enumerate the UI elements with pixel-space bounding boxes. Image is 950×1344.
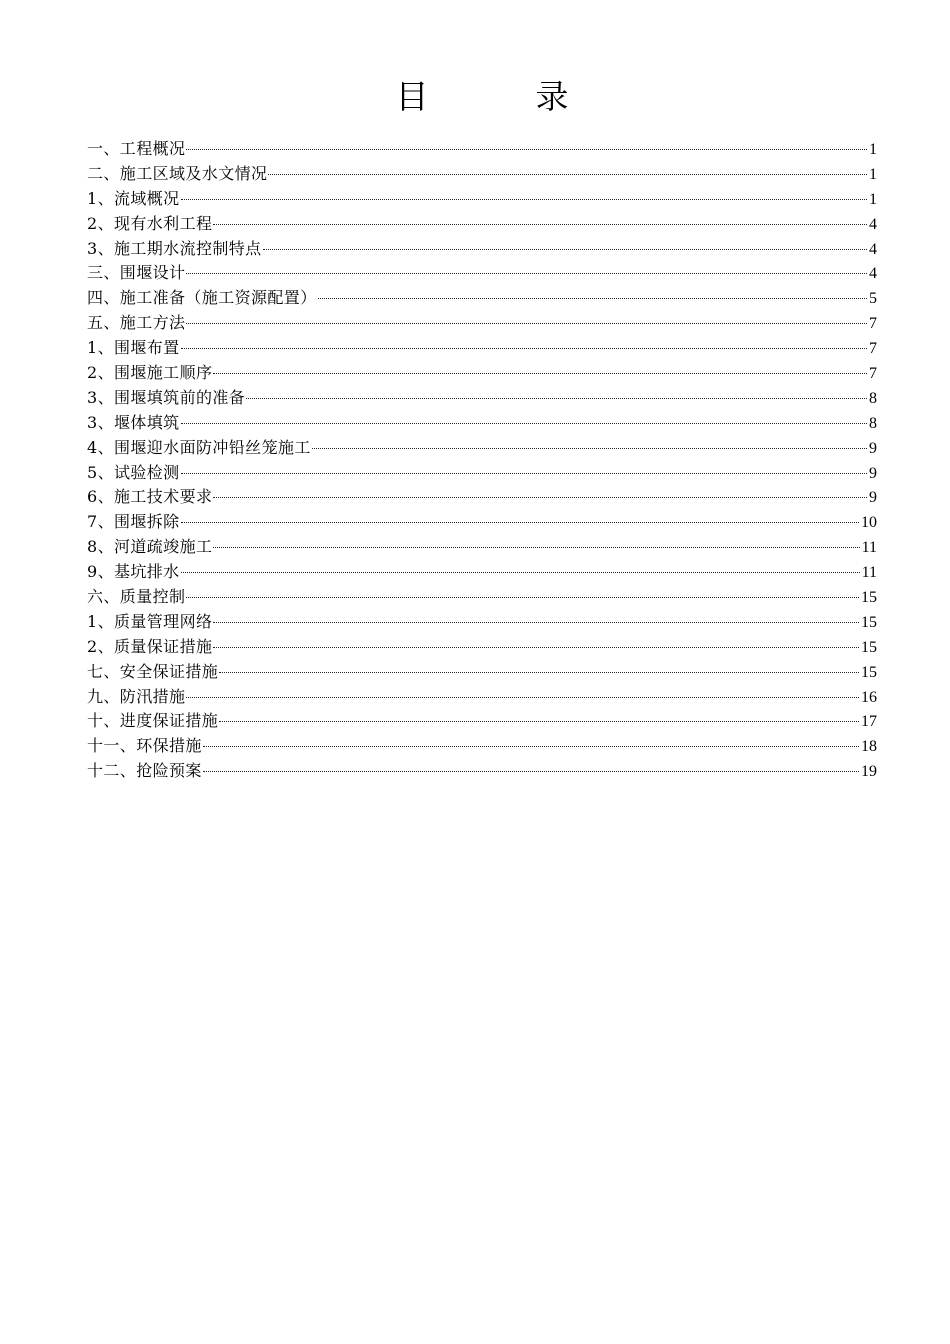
toc-entry-page: 16 [861, 688, 877, 706]
toc-entry-label: 2、围堰施工顺序 [87, 363, 213, 383]
toc-entry-page: 1 [869, 141, 877, 158]
toc-dot-leader [263, 249, 867, 250]
toc-entry-page: 9 [869, 464, 877, 482]
table-of-contents [87, 137, 877, 784]
toc-entry[interactable] [87, 709, 877, 734]
toc-dot-leader [213, 547, 859, 548]
toc-entry-label: 二、施工区域及水文情况 [87, 163, 268, 183]
toc-entry-page: 9 [869, 489, 877, 507]
toc-entry[interactable] [87, 411, 877, 436]
toc-dot-leader [203, 771, 859, 772]
toc-dot-leader [181, 572, 860, 573]
toc-entry[interactable] [87, 585, 877, 610]
toc-entry-label: 六、质量控制 [87, 587, 186, 607]
toc-dot-leader [219, 672, 859, 673]
toc-entry[interactable] [87, 660, 877, 685]
toc-dot-leader [312, 448, 867, 449]
toc-entry-label: 五、施工方法 [87, 313, 186, 333]
toc-entry[interactable] [87, 610, 877, 635]
toc-dot-leader [181, 423, 867, 424]
toc-dot-leader [181, 348, 867, 349]
toc-entry-page: 4 [869, 265, 877, 283]
toc-entry[interactable] [87, 510, 877, 535]
toc-entry-page: 1 [869, 165, 877, 183]
toc-entry-page: 4 [869, 215, 877, 233]
toc-entry[interactable] [87, 461, 877, 486]
toc-entry-label: 8、河道疏竣施工 [87, 537, 213, 557]
toc-entry-page: 18 [861, 738, 877, 756]
toc-dot-leader [213, 497, 867, 498]
toc-dot-leader [186, 273, 867, 274]
toc-entry-label: 十二、抢险预案 [87, 761, 202, 781]
toc-entry-label: 七、安全保证措施 [87, 661, 219, 681]
toc-dot-leader [219, 721, 859, 722]
toc-entry-label: 3、围堰填筑前的准备 [87, 387, 246, 407]
toc-entry-page: 11 [861, 564, 877, 582]
toc-entry-label: 三、围堰设计 [87, 263, 186, 283]
toc-dot-leader [318, 298, 867, 299]
toc-dot-leader [186, 597, 859, 598]
toc-entry[interactable] [87, 685, 877, 710]
toc-dot-leader [213, 647, 859, 648]
toc-dot-leader [246, 398, 867, 399]
toc-entry-page: 1 [869, 190, 877, 208]
toc-entry[interactable] [87, 137, 877, 162]
toc-entry-label: 十、进度保证措施 [87, 711, 219, 731]
toc-entry-label: 4、围堰迎水面防冲铅丝笼施工 [87, 437, 311, 457]
toc-entry-page: 19 [861, 763, 877, 781]
toc-entry-label: 十一、环保措施 [87, 736, 202, 756]
toc-entry[interactable] [87, 237, 877, 262]
toc-dot-leader [181, 522, 859, 523]
toc-dot-leader [213, 373, 867, 374]
toc-entry[interactable] [87, 436, 877, 461]
toc-dot-leader [203, 746, 859, 747]
toc-entry-page: 8 [869, 389, 877, 407]
toc-entry[interactable] [87, 759, 877, 784]
toc-entry-page: 5 [869, 290, 877, 308]
toc-entry[interactable] [87, 187, 877, 212]
toc-entry-page: 15 [861, 663, 877, 681]
toc-dot-leader [186, 697, 859, 698]
toc-entry-label: 6、施工技术要求 [87, 487, 213, 507]
toc-entry-page: 9 [869, 439, 877, 457]
toc-entry-label: 7、围堰拆除 [87, 512, 180, 532]
toc-entry-page: 11 [861, 539, 877, 557]
toc-entry[interactable] [87, 386, 877, 411]
toc-entry-label: 1、围堰布置 [87, 338, 180, 358]
toc-entry-page: 15 [861, 613, 877, 631]
toc-dot-leader [181, 199, 867, 200]
toc-entry[interactable] [87, 336, 877, 361]
toc-entry-page: 4 [869, 240, 877, 258]
toc-entry-label: 2、现有水利工程 [87, 213, 213, 233]
toc-dot-leader [181, 473, 867, 474]
toc-entry-page: 7 [869, 315, 877, 333]
toc-dot-leader [213, 224, 867, 225]
toc-entry[interactable] [87, 361, 877, 386]
toc-entry-label: 1、质量管理网络 [87, 611, 213, 631]
toc-entry[interactable] [87, 635, 877, 660]
toc-dot-leader [186, 149, 867, 150]
toc-entry-page: 8 [869, 414, 877, 432]
toc-entry-page: 7 [869, 365, 877, 383]
toc-entry-label: 九、防汛措施 [87, 686, 186, 706]
toc-entry-page: 15 [861, 589, 877, 607]
toc-entry[interactable] [87, 311, 877, 336]
toc-entry[interactable] [87, 560, 877, 585]
toc-dot-leader [268, 174, 867, 175]
toc-entry[interactable] [87, 535, 877, 560]
toc-entry-label: 1、流域概况 [87, 188, 180, 208]
toc-entry-label: 3、施工期水流控制特点 [87, 238, 262, 258]
toc-entry-page: 10 [861, 514, 877, 532]
toc-title: 目 录 [395, 77, 571, 116]
toc-entry[interactable] [87, 212, 877, 237]
toc-dot-leader [186, 323, 867, 324]
toc-entry-page: 7 [869, 340, 877, 358]
toc-entry[interactable] [87, 261, 877, 286]
toc-entry[interactable] [87, 162, 877, 187]
toc-entry-label: 3、堰体填筑 [87, 412, 180, 432]
toc-entry-label: 2、质量保证措施 [87, 636, 213, 656]
toc-dot-leader [213, 622, 859, 623]
toc-entry-label: 9、基坑排水 [87, 562, 180, 582]
toc-entry-page: 17 [861, 713, 877, 731]
toc-entry-label: 5、试验检测 [87, 462, 180, 482]
toc-entry-label: 一、工程概况 [87, 139, 186, 158]
toc-entry[interactable] [87, 485, 877, 510]
toc-entry[interactable] [87, 734, 877, 759]
toc-entry[interactable] [87, 286, 877, 311]
toc-entry-label: 四、施工准备（施工资源配置） [87, 288, 317, 308]
toc-entry-page: 15 [861, 638, 877, 656]
